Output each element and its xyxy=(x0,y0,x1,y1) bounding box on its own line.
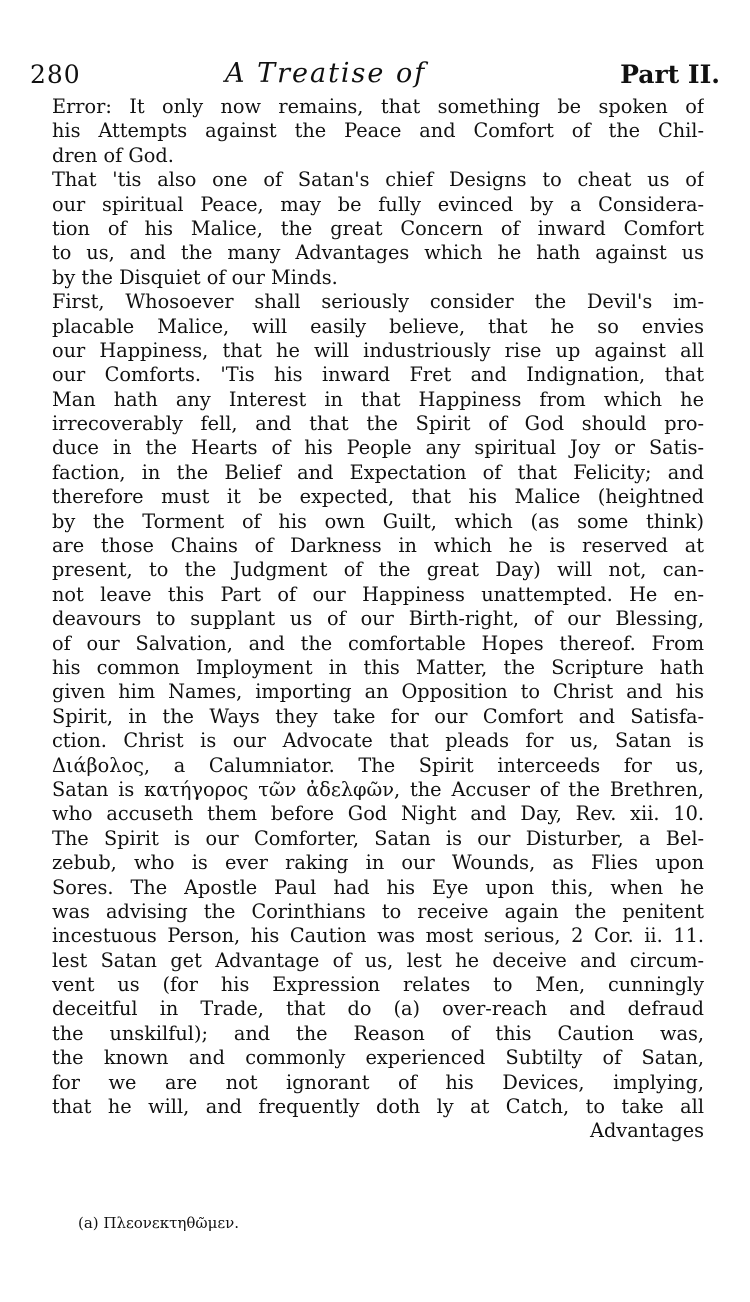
text-line: our Comforts. 'Tis his inward Fret and Indignation, that xyxy=(52,363,704,387)
text-line: tion of his Malice, the great Concern of inward Comfort xyxy=(52,216,704,240)
running-header xyxy=(30,60,720,94)
text-line: First, Whosoever shall seriously consider the Devil's im- xyxy=(52,290,704,314)
text-line: his common Imployment in this Matter, the Scripture hath xyxy=(52,655,704,679)
text-line: to us, and the many Advantages which he hath against us xyxy=(52,241,704,265)
text-line: Διάβολος, a Calumniator. The Spirit interceeds for us, xyxy=(52,753,704,777)
text-line: the unskilful); and the Reason of this Caution was, xyxy=(52,1021,704,1045)
text-line: vent us (for his Expression relates to Men, cunningly xyxy=(52,973,704,997)
text-line: lest Satan get Advantage of us, lest he deceive and circum- xyxy=(52,948,704,972)
text-line: that he will, and frequently doth ly at Catch, to take all xyxy=(52,1095,704,1119)
text-line: incestuous Person, his Caution was most serious, 2 Cor. ii. 11. xyxy=(52,924,704,948)
text-line: Advantages xyxy=(590,1119,704,1143)
body-text xyxy=(52,95,704,1144)
text-line: was advising the Corinthians to receive again the penitent xyxy=(52,899,704,923)
text-line: The Spirit is our Comforter, Satan is our Disturber, a Bel- xyxy=(52,826,704,850)
text-line: by the Disquiet of our Minds. xyxy=(52,265,338,289)
text-line: are those Chains of Darkness in which he is reserved at xyxy=(52,534,704,558)
text-line: ction. Christ is our Advocate that pleads for us, Satan is xyxy=(52,729,704,753)
text-line: the known and commonly experienced Subtilty of Satan, xyxy=(52,1046,704,1070)
text-line: by the Torment of his own Guilt, which (as some think) xyxy=(52,509,704,533)
part-label: Part II. xyxy=(620,60,720,89)
running-title: A Treatise of xyxy=(225,58,427,89)
footnote: (a) Πλεονεκτηθῶμεν. xyxy=(78,1214,240,1232)
text-line: dren of God. xyxy=(52,143,174,167)
text-line: our Happiness, that he will industriously rise up against all xyxy=(52,338,704,362)
text-line: Satan is κατήγορος τῶν ἀδελφῶν, the Accuser of the Brethren, xyxy=(52,777,704,801)
page-number: 280 xyxy=(30,60,81,89)
text-line: for we are not ignorant of his Devices, implying, xyxy=(52,1070,704,1094)
text-line: irrecoverably fell, and that the Spirit of God should pro- xyxy=(52,412,704,436)
text-line: deavours to supplant us of our Birth-right, of our Blessing, xyxy=(52,607,704,631)
text-line: given him Names, importing an Opposition to Christ and his xyxy=(52,680,704,704)
text-line: duce in the Hearts of his People any spiritual Joy or Satis- xyxy=(52,436,704,460)
text-line: who accuseth them before God Night and Day, Rev. xii. 10. xyxy=(52,802,704,826)
text-line: Man hath any Interest in that Happiness from which he xyxy=(52,387,704,411)
text-line: our spiritual Peace, may be fully evinced by a Considera- xyxy=(52,192,704,216)
text-line: Sores. The Apostle Paul had his Eye upon this, when he xyxy=(52,875,704,899)
text-line: That 'tis also one of Satan's chief Designs to cheat us of xyxy=(52,168,704,192)
text-line: not leave this Part of our Happiness unattempted. He en- xyxy=(52,582,704,606)
text-line: placable Malice, will easily believe, that he so envies xyxy=(52,314,704,338)
text-line: his Attempts against the Peace and Comfort of the Chil- xyxy=(52,119,704,143)
text-line: deceitful in Trade, that do (a) over-reach and defraud xyxy=(52,997,704,1021)
text-line: Spirit, in the Ways they take for our Comfort and Satisfa- xyxy=(52,704,704,728)
text-line: zebub, who is ever raking in our Wounds, as Flies upon xyxy=(52,851,704,875)
text-line: therefore must it be expected, that his Malice (heightned xyxy=(52,485,704,509)
text-line: faction, in the Belief and Expectation of that Felicity; and xyxy=(52,460,704,484)
text-line: present, to the Judgment of the great Day) will not, can- xyxy=(52,558,704,582)
text-line: Error: It only now remains, that something be spoken of xyxy=(52,95,704,118)
text-line: of our Salvation, and the comfortable Hopes thereof. From xyxy=(52,631,704,655)
